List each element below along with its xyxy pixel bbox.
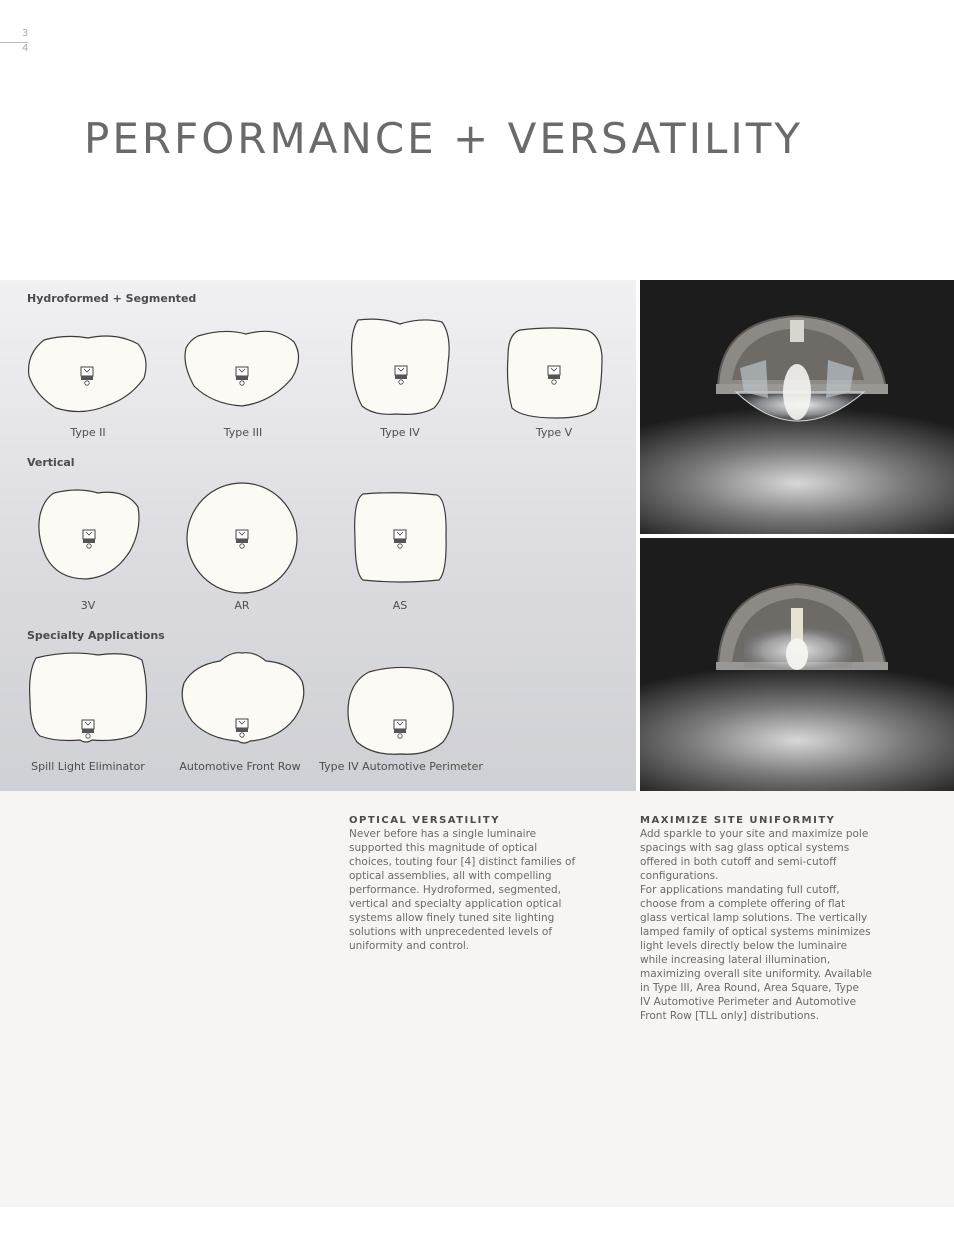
- column-heading: MAXIMIZE SITE UNIFORMITY: [640, 815, 836, 826]
- page-number-top: 3: [22, 28, 29, 39]
- optic-label-automotive-perimeter: Type IV Automotive Perimeter: [319, 760, 483, 773]
- 3v-pattern: [38, 489, 140, 581]
- automotive-front-row-pattern: [180, 653, 306, 745]
- optic-label-type-ii: Type II: [70, 426, 106, 439]
- optics-panel: [0, 280, 636, 791]
- page-headline: PERFORMANCE + VERSATILITY: [84, 114, 804, 163]
- column-heading: OPTICAL VERSATILITY: [349, 815, 500, 826]
- page-number-bottom: 4: [22, 43, 29, 54]
- column-body: Never before has a single luminaire supported this magnitude of optical choices, touting four [4] distinct families of optical assemblies, all with compelling performance. Hydroformed, segmented, vertical and specialty application optical systems allow finely tuned site lighting solutions with unprecedented levels of uniformity and control.: [349, 828, 576, 952]
- type-v-pattern: [506, 326, 602, 420]
- column-body-continued: For applications mandating full cutoff, choose from a complete offering of flat glass vertical lamp solutions. The vertically lamped family of optical systems minimizes light levels directly below the luminaire while increasing lateral illumination, maximizing overall site uniformity. Available in Type III, Area Round, Area Square, Type IV Automotive Perimeter and Automotive Front Row [TLL only] distributions.: [640, 884, 873, 1022]
- optic-label-automotive-front-row: Automotive Front Row: [179, 760, 301, 773]
- automotive-perimeter-pattern: [347, 666, 455, 756]
- column-optical-versatility: [349, 815, 581, 953]
- section-title-hydroformed: Hydroformed + Segmented: [27, 292, 197, 305]
- optic-label-ar: AR: [234, 599, 250, 612]
- as-pattern: [353, 492, 447, 584]
- optic-label-type-iii: Type III: [223, 426, 263, 439]
- ar-pattern: [186, 482, 298, 594]
- optic-label-type-iv: Type IV: [380, 426, 420, 439]
- type-iii-pattern: [184, 328, 302, 408]
- type-ii-pattern: [26, 332, 150, 416]
- section-title-vertical: Vertical: [27, 456, 75, 469]
- column-maximize-site-uniformity: [640, 815, 872, 1023]
- luminaire-photo-vertical-lamp: [640, 538, 954, 791]
- section-title-specialty: Specialty Applications: [27, 629, 165, 642]
- optic-label-spill-light: Spill Light Eliminator: [31, 760, 145, 773]
- spill-light-pattern: [28, 652, 148, 744]
- type-iv-pattern: [350, 318, 452, 416]
- column-body: Add sparkle to your site and maximize pole spacings with sag glass optical systems offered in both cutoff and semi-cutoff configurations.: [640, 828, 869, 882]
- luminaire-photo-sag-glass: [640, 280, 954, 534]
- optic-label-as: AS: [392, 599, 408, 612]
- optic-label-3v: 3V: [80, 599, 96, 612]
- optic-label-type-v: Type V: [535, 426, 573, 439]
